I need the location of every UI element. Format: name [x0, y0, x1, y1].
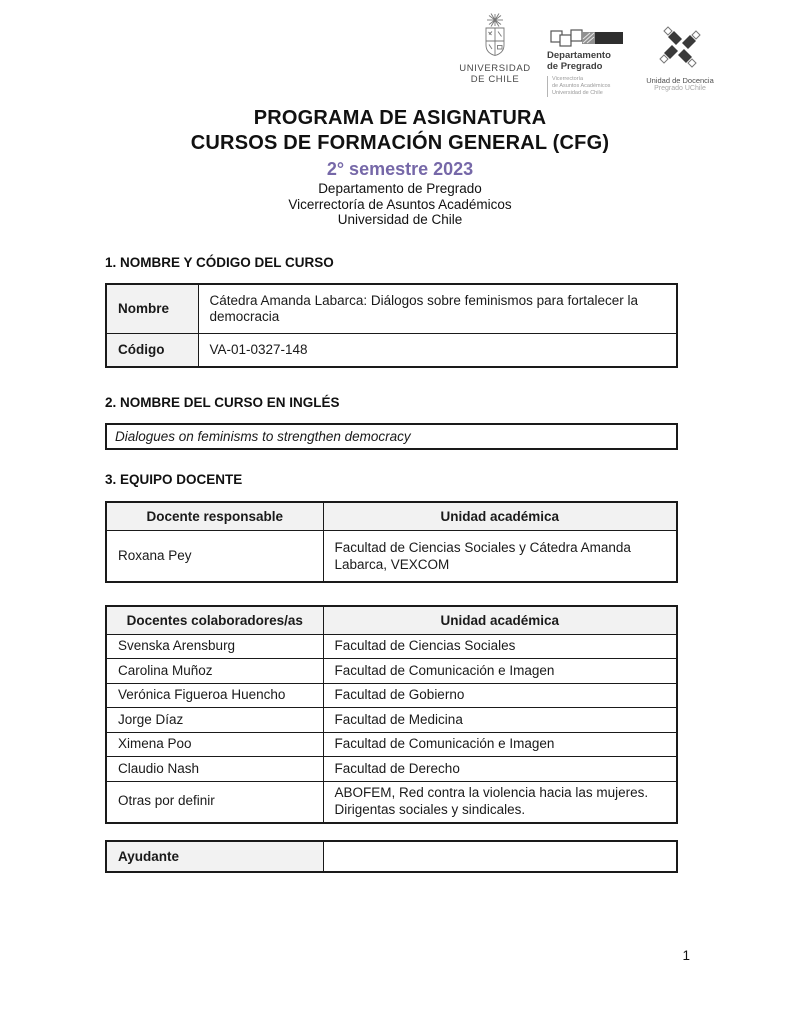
colaborador-unit-cell: ABOFEM, Red contra la violencia hacia las mujeres. Dirigentas sociales y sindicales. — [323, 781, 677, 823]
pregrado-logo — [547, 12, 627, 97]
vice-line: Vicerrectoría de Asuntos Académicos — [288, 196, 512, 212]
header-logos — [452, 12, 724, 97]
pregrado-squares-icon — [550, 28, 624, 48]
pregrado-logo-title1: Departamento — [547, 50, 611, 61]
responsable-name-cell: Roxana Pey — [106, 530, 323, 582]
docencia-logo — [636, 12, 724, 93]
colaborador-name-cell: Verónica Figueroa Huencho — [106, 683, 323, 708]
docencia-logo-line1: Unidad de Docencia — [646, 76, 714, 85]
course-name-code-table — [105, 283, 678, 368]
dept-line: Departamento de Pregrado — [318, 181, 482, 196]
document-title-line1: PROGRAMA DE ASIGNATURA — [253, 107, 547, 129]
table-row — [106, 530, 677, 582]
colaborador-name-cell: Jorge Díaz — [106, 708, 323, 733]
colaborador-name-cell: Ximena Poo — [106, 732, 323, 757]
nombre-value-cell: Cátedra Amanda Labarca: Diálogos sobre feminismos para fortalecer la democracia — [198, 284, 677, 334]
colaborador-unit-cell: Facultad de Comunicación e Imagen — [323, 659, 677, 684]
section2-heading: 2. NOMBRE DEL CURSO EN INGLÉS — [105, 394, 340, 410]
document-title-line2: CURSOS DE FORMACIÓN GENERAL (CFG) — [190, 132, 610, 154]
table-row — [106, 634, 677, 659]
section1-heading: 1. NOMBRE Y CÓDIGO DEL CURSO — [105, 254, 334, 270]
responsable-header: Docente responsable — [106, 502, 323, 531]
semester-subtitle: 2° semestre 2023 — [326, 159, 474, 179]
responsable-table — [105, 501, 678, 583]
table-header-row — [106, 606, 677, 635]
uchile-logo-line2: DE CHILE — [470, 73, 520, 85]
pregrado-logo-title2: de Pregrado — [547, 60, 603, 72]
table-row — [106, 781, 677, 823]
ayudante-label-cell: Ayudante — [106, 841, 323, 872]
table-row — [106, 659, 677, 684]
colaborador-name-cell: Carolina Muñoz — [106, 659, 323, 684]
uchile-logo — [452, 12, 538, 85]
table-row — [106, 284, 677, 334]
pregrado-logo-sub3: Universidad de Chile — [552, 90, 603, 96]
colaborador-name-cell: Otras por definir — [106, 781, 323, 823]
colaboradores-header: Docentes colaboradores/as — [106, 606, 323, 635]
table-row — [106, 841, 677, 872]
table-row — [106, 683, 677, 708]
english-name-box: Dialogues on feminisms to strengthen democracy — [105, 423, 678, 450]
table-header-row — [106, 502, 677, 531]
table-row — [106, 708, 677, 733]
page-number: 1 — [682, 948, 690, 963]
uchile-crest-icon — [472, 12, 518, 62]
table-row — [106, 732, 677, 757]
docencia-pinwheel-icon — [651, 22, 709, 74]
colaborador-name-cell: Svenska Arensburg — [106, 634, 323, 659]
univ-line: Universidad de Chile — [337, 212, 463, 227]
colaborador-unit-cell: Facultad de Ciencias Sociales — [323, 634, 677, 659]
docencia-logo-line2: Pregrado UChile — [654, 85, 706, 92]
ayudante-value-cell — [323, 841, 677, 872]
colaboradores-table — [105, 605, 678, 824]
table-row — [106, 757, 677, 782]
uchile-logo-line1: UNIVERSIDAD — [459, 63, 531, 74]
nombre-label-cell: Nombre — [106, 284, 198, 334]
section3-heading: 3. EQUIPO DOCENTE — [105, 471, 243, 487]
colaborador-unit-cell: Facultad de Medicina — [323, 708, 677, 733]
ayudante-table — [105, 840, 678, 873]
responsable-unit-cell: Facultad de Ciencias Sociales y Cátedra Amanda Labarca, VEXCOM — [323, 530, 677, 582]
table-row — [106, 333, 677, 367]
colaborador-unit-cell: Facultad de Derecho — [323, 757, 677, 782]
pregrado-logo-sub2: de Asuntos Académicos — [552, 83, 611, 89]
colaborador-unit-cell: Facultad de Gobierno — [323, 683, 677, 708]
unidad-header: Unidad académica — [323, 502, 677, 531]
colaborador-name-cell: Claudio Nash — [106, 757, 323, 782]
codigo-label-cell: Código — [106, 333, 198, 367]
pregrado-logo-sub1: Vicerrectoría — [552, 76, 584, 82]
unidad-header: Unidad académica — [323, 606, 677, 635]
colaborador-unit-cell: Facultad de Comunicación e Imagen — [323, 732, 677, 757]
codigo-value-cell: VA-01-0327-148 — [198, 333, 677, 367]
